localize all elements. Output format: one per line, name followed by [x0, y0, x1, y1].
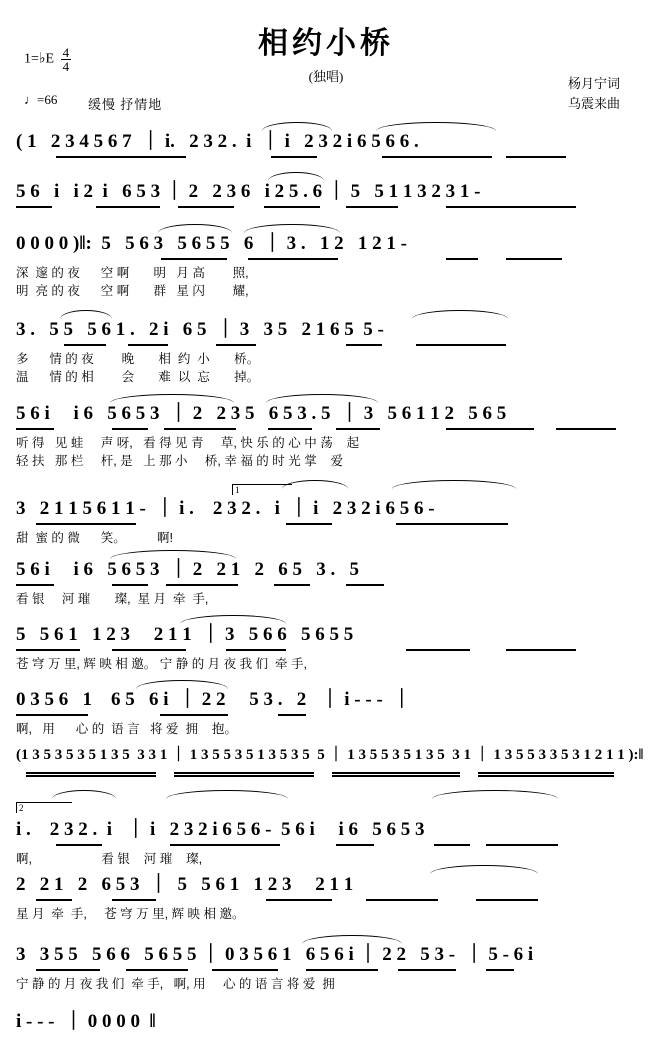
note-row: (1 3 5 3 5 3 5 1 3 5 3 3 1 ｜ 1 3 5 5 3 5 1 3 5 3 5 5 ｜ 1 3 5 5 3 5 1 3 5 3 1 ｜ 1 3 5 5 3 3 5 3 1 2 1 1 ):‖: [16, 747, 644, 763]
credits: [568, 74, 620, 113]
beam: [166, 584, 238, 586]
beam: [174, 772, 314, 774]
beam: [336, 844, 374, 846]
beam: [96, 206, 160, 208]
slur: [302, 935, 402, 944]
slur: [266, 394, 378, 403]
beam: [366, 899, 438, 901]
music-system-9: [16, 690, 636, 740]
lyric-verse-1: 听 得 见 蛙 声 呀, 看 得 见 青 草, 快 乐 的 心 中 荡 起: [16, 436, 360, 450]
page-title: 相约小桥: [258, 27, 394, 60]
beam: [506, 258, 562, 260]
slur: [392, 480, 516, 489]
beam-group-row: [16, 714, 636, 719]
slur: [52, 790, 116, 799]
beam: [271, 156, 317, 158]
lyric-verse-1: 深 邃 的 夜 空 啊 明 月 高 照,: [16, 266, 249, 280]
note-row: 5 6 i i 6 5 6 5 3 ｜ 2 2 3 5 6 5 3 . 5 ｜ 3 5 6 1 1 2 5 6 5: [16, 403, 507, 424]
music-system-12: [16, 875, 636, 925]
volta-bracket-2: [16, 802, 72, 813]
slur: [376, 122, 496, 131]
beam: [36, 969, 100, 971]
time-signature-numerator: 4: [62, 45, 70, 60]
music-system-13: [16, 945, 636, 995]
slur: [158, 224, 232, 233]
beam-group-row: [16, 344, 636, 349]
slur: [432, 790, 558, 799]
music-system-3: [16, 234, 636, 302]
lyric-verse-1: 甜 蜜 的 微 笑。 啊!: [16, 531, 173, 545]
note-row: ( 1 2 3 4 5 6 7 ｜ i. 2 3 2 . i ｜ i 2 3 2 i 6 5 6 6 .: [16, 131, 419, 152]
beam: [446, 206, 576, 208]
note-row: 5 6 i i 6 5 6 5 3 ｜ 2 2 1 2 6 5 3 . 5: [16, 559, 360, 580]
beam: [486, 969, 514, 971]
beam-group-row: [16, 156, 636, 161]
beam: [36, 523, 136, 525]
beam: [346, 584, 384, 586]
lyric-verse-1: 啊, 用 心 的 语 言 将 爱 拥 抱。: [16, 722, 237, 736]
beam-group-row: [16, 258, 636, 263]
music-system-8: [16, 625, 636, 675]
beam-group-row: [16, 899, 636, 904]
beam: [506, 649, 576, 651]
tempo-marking: ♩=66: [24, 92, 58, 107]
beam: [446, 428, 534, 430]
note-row: 5 6 i i 2 i 6 5 3 ｜ 2 2 3 6 i 2 5 . 6 ｜ 5 5 1 1 3 2 3 1 -: [16, 181, 481, 202]
expression-marking: 缓慢 抒情地: [88, 97, 163, 112]
beam: [174, 775, 314, 777]
music-system-10: [16, 747, 644, 777]
slur: [60, 310, 112, 319]
beam: [486, 844, 558, 846]
slur: [262, 122, 332, 131]
lyric-verse-1: 星 月 牵 手, 苍 穹 万 里, 辉 映 相 邀。: [16, 907, 245, 921]
music-system-11: [16, 800, 636, 870]
beam: [396, 523, 508, 525]
music-system-1: [16, 132, 636, 161]
key-signature: [24, 46, 71, 73]
beam: [112, 649, 186, 651]
lyric-verse-2: 明 亮 的 夜 空 啊 群 星 闪 耀,: [16, 284, 249, 298]
lyric-verse-1: 苍 穹 万 里, 辉 映 相 邀。 宁 静 的 月 夜 我 们 牵 手,: [16, 657, 307, 671]
beam: [170, 844, 280, 846]
lyric-verse-2: 轻 扶 那 栏 杆, 是 上 那 小 桥, 幸 福 的 时 光 掌 爱: [16, 454, 344, 468]
beam: [556, 428, 616, 430]
slur: [412, 310, 508, 319]
beam: [406, 649, 470, 651]
beam: [278, 714, 306, 716]
beam: [112, 584, 148, 586]
beam: [266, 899, 332, 901]
beam: [112, 899, 156, 901]
slur: [268, 172, 324, 181]
note-row: i . 2 3 2 . i ｜ i 2 3 2 i 6 5 6 - 5 6 i i 6 5 6 5 3: [16, 819, 425, 840]
beam: [16, 649, 80, 651]
beam: [336, 428, 380, 430]
beam: [160, 714, 228, 716]
music-system-14: [16, 1012, 636, 1036]
music-system-7: [16, 560, 636, 610]
note-row: 5 5 6 1 1 2 3 2 1 1 ｜ 3 5 6 6 5 6 5 5: [16, 624, 354, 645]
slur: [136, 680, 228, 689]
time-signature-denominator: 4: [62, 59, 70, 74]
beam: [26, 772, 156, 774]
beam: [16, 428, 54, 430]
note-row: 0 3 5 6 1 6 5 6 i ｜ 2 2 5 3 . 2 ｜ i - - - ｜: [16, 689, 412, 710]
slur: [166, 790, 288, 799]
slur: [110, 550, 236, 559]
note-row: 3 2 1 1 5 6 1 1 - ｜ i . 2 3 2 . i ｜ i 2 3 2 i 6 5 6 -: [16, 498, 435, 519]
beam: [248, 258, 338, 260]
music-system-2: [16, 182, 636, 211]
lyric-verse-1: 啊, 看 银 河 璀 璨,: [16, 852, 203, 866]
beam: [274, 584, 310, 586]
beam: [346, 206, 398, 208]
beam: [446, 258, 478, 260]
music-system-5: [16, 404, 636, 472]
music-system-6: [16, 485, 636, 549]
note-row: 2 2 1 2 6 5 3 ｜ 5 5 6 1 1 2 3 2 1 1: [16, 874, 354, 895]
beam: [398, 969, 456, 971]
beam: [332, 772, 460, 774]
beam: [346, 344, 382, 346]
time-signature: [61, 46, 72, 73]
beam: [164, 428, 236, 430]
beam-group-row: [16, 206, 636, 211]
slur: [244, 224, 340, 233]
volta-number: 1: [235, 485, 240, 495]
beam: [178, 206, 234, 208]
beam: [56, 844, 102, 846]
slur: [110, 394, 234, 403]
beam: [226, 649, 286, 651]
music-system-4: [16, 320, 636, 388]
slur: [282, 480, 348, 489]
beam-group-row: [16, 649, 636, 654]
beam: [56, 156, 186, 158]
slur: [180, 615, 286, 624]
beam: [476, 899, 538, 901]
beam: [478, 772, 614, 774]
key-signature-label: 1=♭E: [24, 51, 55, 67]
lyric-verse-1: 看 银 河 璀 璨, 星 月 牵 手,: [16, 592, 209, 606]
beam: [434, 844, 470, 846]
note-row: 3 3 5 5 5 6 6 5 6 5 5 ｜ 0 3 5 6 1 6 5 6 i ｜ 2 2 5 3 - ｜ 5 - 6 i: [16, 944, 534, 965]
beam-group-row: [16, 969, 636, 974]
note-row: 3 . 5 5 5 6 1 . 2 i 6 5 ｜ 3 3 5 2 1 6 5 5 -: [16, 319, 384, 340]
beam: [212, 969, 278, 971]
beam: [382, 156, 492, 158]
lyric-verse-2: 温 情 的 相 会 难 以 忘 掉。: [16, 370, 260, 384]
beam: [16, 206, 52, 208]
lyricist-credit: 杨月宁词: [567, 76, 620, 91]
beam: [268, 428, 312, 430]
beam: [16, 714, 88, 716]
beam: [126, 969, 188, 971]
beam: [16, 584, 54, 586]
beam: [506, 156, 566, 158]
beam-group-row: [16, 428, 636, 433]
beam: [216, 344, 256, 346]
beam-group-row: [16, 584, 636, 589]
beam: [26, 775, 156, 777]
beam: [112, 428, 148, 430]
composer-credit: 乌震来曲: [567, 95, 620, 111]
beam: [161, 258, 227, 260]
beam: [478, 775, 614, 777]
beam: [36, 899, 72, 901]
beam-group-row: [16, 523, 636, 528]
beam-group-row: [16, 772, 636, 777]
beam: [416, 344, 506, 346]
subtitle: (独唱): [308, 69, 344, 84]
beam: [64, 344, 106, 346]
beam: [332, 775, 460, 777]
lyric-verse-1: 宁 静 的 月 夜 我 们 牵 手, 啊, 用 心 的 语 言 将 爱 拥: [16, 977, 335, 991]
beam: [286, 523, 332, 525]
lyric-verse-1: 多 情 的 夜 晚 相 约 小 桥。: [16, 352, 260, 366]
note-row: 0 0 0 0 )‖: 5 5 6 3 5 6 5 5 6 ｜ 3 . 1 2 1 2 1 -: [16, 233, 407, 254]
beam: [128, 344, 168, 346]
volta-number: 2: [19, 803, 24, 813]
beam: [264, 206, 320, 208]
beam-group-row: [16, 844, 636, 849]
beam: [306, 969, 378, 971]
note-row: i - - - ｜ 0 0 0 0 ‖: [16, 1011, 156, 1032]
